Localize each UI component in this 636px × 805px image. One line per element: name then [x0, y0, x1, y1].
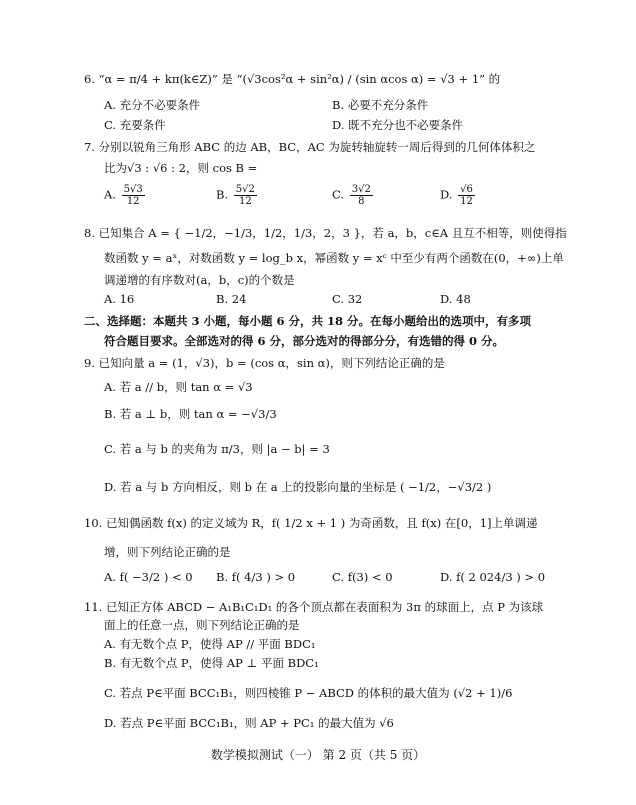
- q11-stem-line2: 面上的任意一点，则下列结论正确的是: [104, 618, 300, 632]
- q8-option-d: D. 48: [440, 292, 471, 306]
- q6-option-c: C. 充要条件: [104, 118, 166, 132]
- q10-option-a: A. f( −3/2 ) < 0: [104, 570, 193, 584]
- q6-option-d: D. 既不充分也不必要条件: [332, 118, 464, 132]
- q7-option-b: B. $\frac{5√2}{12}$: [216, 184, 255, 207]
- q6-option-b: B. 必要不充分条件: [332, 98, 429, 112]
- q9-option-d: D. 若 a 与 b 方向相反，则 b 在 a 上的投影向量的坐标是 ( −1/2，−√3/2 ): [104, 480, 492, 494]
- q9-option-a: A. 若 a // b，则 tan α = √3: [104, 380, 253, 394]
- section2-line2: 符合题目要求。全部选对的得 6 分，部分选对的得部分分，有选错的得 0 分。: [104, 334, 505, 348]
- q11-option-c: C. 若点 P∈平面 BCC₁B₁，则四棱锥 P − ABCD 的体积的最大值为 (√2 + 1)/6: [104, 686, 513, 700]
- q9-option-b: B. 若 a ⊥ b，则 tan α = −√3/3: [104, 407, 277, 421]
- q10-stem-line1: 10. 已知偶函数 f(x) 的定义域为 R，f( 1/2 x + 1 ) 为奇函数，且 f(x) 在[0，1]上单调递: [84, 516, 538, 530]
- q8-stem-line3: 调递增的有序数对(a，b，c)的个数是: [104, 273, 295, 287]
- q6-stem: 6. “α = π/4 + kπ(k∈Z)” 是 “(√3cos²α + sin²α) / (sin αcos α) = √3 + 1” 的: [84, 72, 501, 86]
- q10-stem-line2: 增，则下列结论正确的是: [104, 545, 231, 559]
- q9-option-c: C. 若 a 与 b 的夹角为 π/3，则 |a − b| = 3: [104, 442, 330, 456]
- q10-option-c: C. f(3) < 0: [332, 570, 393, 584]
- q6-option-a: A. 充分不必要条件: [104, 98, 201, 112]
- q11-option-a: A. 有无数个点 P，使得 AP // 平面 BDC₁: [104, 637, 316, 651]
- q7-option-d: D. $\frac{√6}{12}$: [440, 184, 473, 207]
- page-footer: 数学模拟测试（一） 第 2 页（共 5 页）: [210, 748, 426, 762]
- q7-stem-line1: 7. 分别以锐角三角形 ABC 的边 AB，BC，AC 为旋转轴旋转一周后得到的几何体体积之: [84, 140, 536, 154]
- q9-stem: 9. 已知向量 a = (1，√3)，b = (cos α，sin α)，则下列结论正确的是: [84, 356, 445, 370]
- q10-option-b: B. f( 4/3 ) > 0: [216, 570, 296, 584]
- q7-option-a: A. $\frac{5√3}{12}$: [104, 184, 143, 207]
- q8-option-b: B. 24: [216, 292, 247, 306]
- q8-option-c: C. 32: [332, 292, 363, 306]
- q8-option-a: A. 16: [104, 292, 135, 306]
- q10-option-d: D. f( 2 024/3 ) > 0: [440, 570, 546, 584]
- q8-stem-line1: 8. 已知集合 A = { −1/2，−1/3，1/2，1/3，2，3 }，若 a，b，c∈A 且互不相等，则使得指: [84, 226, 567, 240]
- q11-stem-line1: 11. 已知正方体 ABCD − A₁B₁C₁D₁ 的各个顶点都在表面积为 3π 的球面上，点 P 为该球: [84, 600, 544, 614]
- q7-option-c: C. $\frac{3√2}{8}$: [332, 184, 371, 207]
- q8-stem-line2: 数函数 y = aˣ，对数函数 y = log_b x，幂函数 y = xᶜ 中至少有两个函数在(0，+∞)上单: [104, 251, 564, 265]
- q11-option-d: D. 若点 P∈平面 BCC₁B₁，则 AP + PC₁ 的最大值为 √6: [104, 716, 394, 730]
- q11-option-b: B. 有无数个点 P，使得 AP ⊥ 平面 BDC₁: [104, 656, 319, 670]
- q7-stem-line2: 比为√3 : √6 : 2，则 cos B =: [104, 161, 258, 175]
- section2-line1: 二、选择题：本题共 3 小题，每小题 6 分，共 18 分。在每小题给出的选项中，有多项: [84, 314, 532, 328]
